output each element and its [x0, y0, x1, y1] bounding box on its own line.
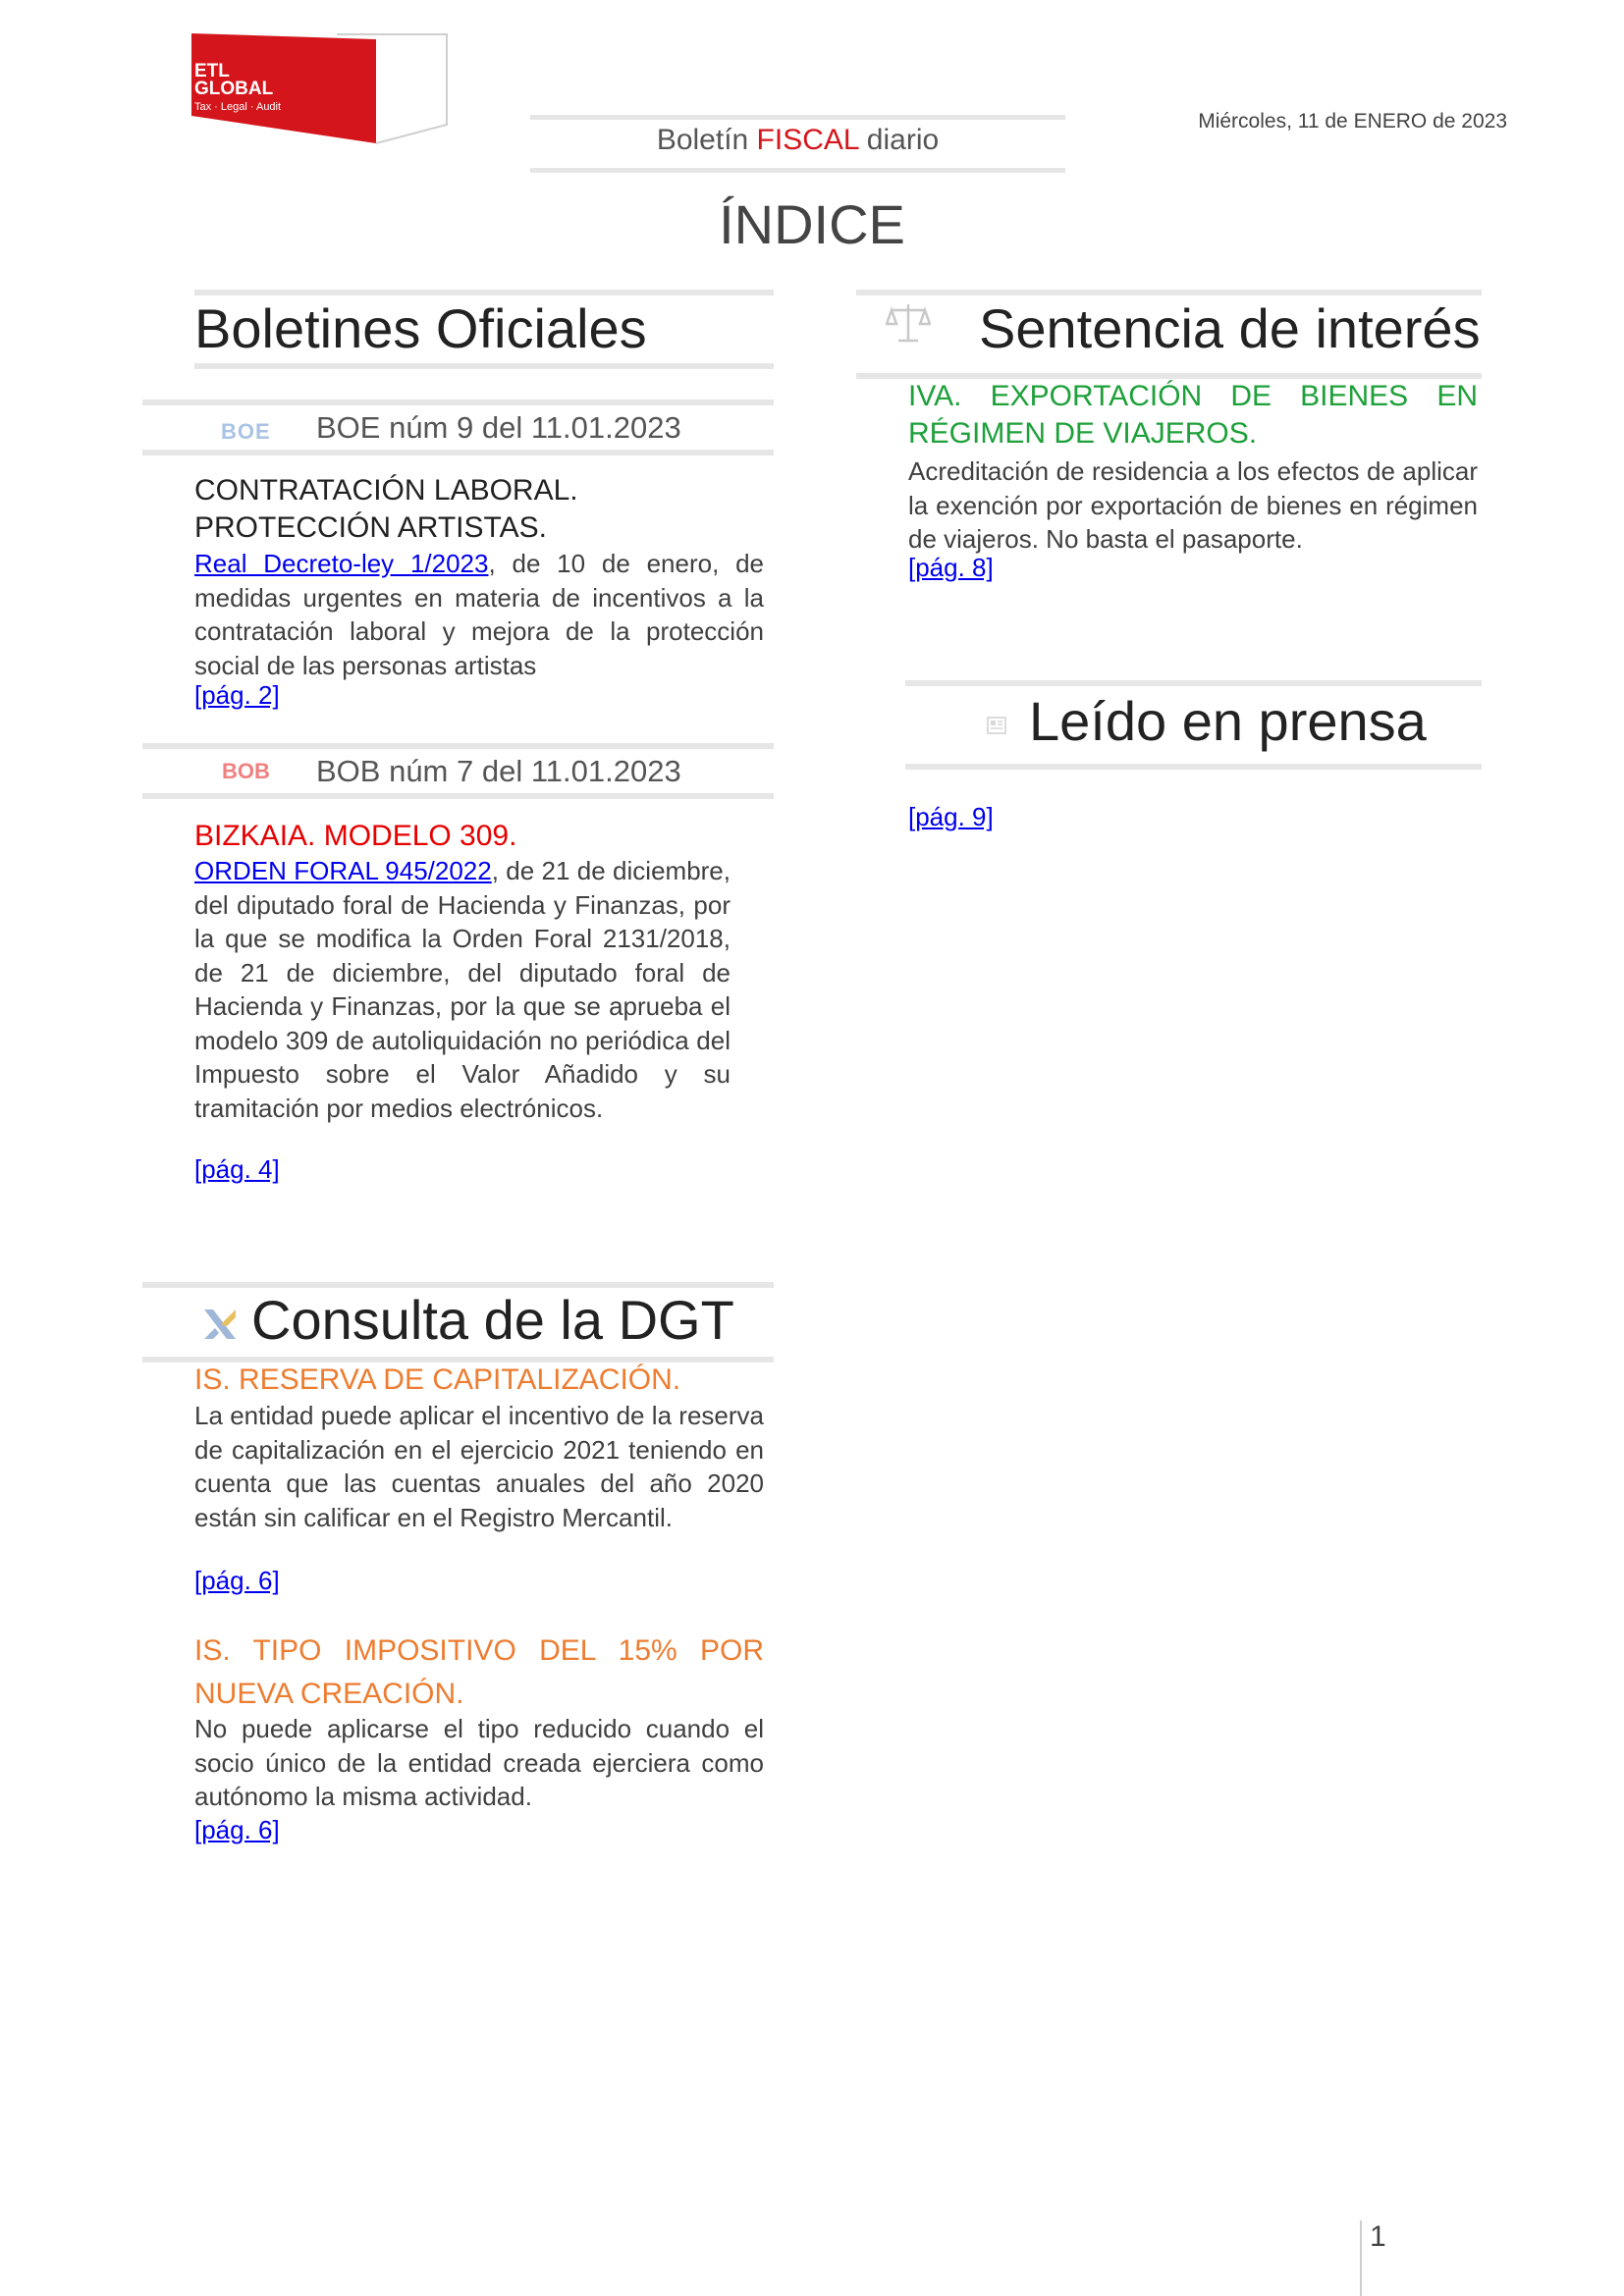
- section-title-prensa: Leído en prensa: [1029, 690, 1427, 752]
- bob-item-text: [194, 854, 731, 1125]
- boe-item-heading: [194, 472, 774, 547]
- sentencia-bar-top: [856, 290, 1482, 295]
- tax-agency-icon: [201, 1308, 239, 1341]
- boe-decree-link[interactable]: Real Decreto-ley 1/2023: [194, 549, 489, 578]
- header-bar-bottom: [530, 168, 1065, 173]
- boe-bar-top: [142, 400, 774, 405]
- bulletin-prefix: Boletín: [656, 124, 757, 156]
- logo-line-1: ETL: [194, 61, 230, 81]
- consulta-item-1-heading: IS. RESERVA DE CAPITALIZACIÓN.: [194, 1363, 681, 1396]
- bulletin-accent: FISCAL: [756, 124, 859, 156]
- sentencia-item-heading: IVA. EXPORTACIÓN DE BIENES EN RÉGIMEN DE VIAJEROS.: [908, 380, 1478, 450]
- boe-heading-line-1: CONTRATACIÓN LABORAL.: [194, 474, 578, 507]
- sentencia-item-text: Acreditación de residencia a los efectos de aplicar la exención por exportación de bienes en régimen de viajeros. No basta el pasaporte.: [908, 456, 1478, 554]
- page-number-rule: [1360, 2220, 1362, 2296]
- prensa-bar-bottom: [905, 764, 1482, 770]
- boe-page-link[interactable]: [pág. 2]: [194, 680, 280, 710]
- consulta-item-1-text: La entidad puede aplicar el incentivo de la reserva de capitalización en el ejercicio 2021 teniendo en cuenta que las cuentas anuales del año 2020 están sin calificar en el Registro Mercantil.: [194, 1401, 764, 1532]
- boe-label: BOE núm 9 del 11.01.2023: [316, 410, 681, 445]
- section-title-sentencia: Sentencia de interés: [979, 297, 1481, 359]
- bob-item-heading: BIZKAIA. MODELO 309.: [194, 820, 517, 852]
- date-line: Miércoles, 11 de ENERO de 2023: [1198, 110, 1507, 133]
- index-title: ÍNDICE: [719, 193, 905, 255]
- consulta-item-2-page-link[interactable]: [pág. 6]: [194, 1815, 280, 1844]
- boletines-bar-top: [194, 290, 774, 295]
- scales-icon: [886, 300, 931, 346]
- boe-text: , de 10 de enero, de medidas urgentes en materia de incentivos a la contratación laboral y mejora de la protección social de las personas artistas: [194, 549, 764, 680]
- bob-icon: BOB: [222, 759, 270, 783]
- logo-text: [194, 63, 281, 116]
- boe-bar-bottom: [142, 450, 774, 455]
- bob-bar-bottom: [142, 793, 774, 799]
- boe-item-text: [194, 547, 764, 682]
- boletines-bar-bottom: [194, 363, 774, 369]
- prensa-page-link[interactable]: [pág. 9]: [908, 802, 994, 831]
- bob-bar-top: [142, 743, 774, 749]
- bulletin-suffix: diario: [858, 124, 940, 156]
- page-number: 1: [1370, 2220, 1386, 2253]
- header-bar-top: [530, 115, 1065, 120]
- bob-text: , de 21 de diciembre, del diputado foral de Hacienda y Finanzas, por la que se modifica la Orden Foral 2131/2018, de 21 de diciembre, del diputado foral de Hacienda y Finanzas, por la que se aprueba el modelo 309 de autoliquidación no periódica del Impuesto sobre el Valor Añadido y su tramitación por medios electrónicos.: [194, 856, 731, 1123]
- section-title-boletines: Boletines Oficiales: [194, 297, 647, 359]
- consulta-item-2-heading: IS. TIPO IMPOSITIVO DEL 15% POR NUEVA CREACIÓN.: [194, 1634, 764, 1710]
- bob-order-link[interactable]: ORDEN FORAL 945/2022: [194, 856, 492, 885]
- newspaper-icon: [986, 715, 1007, 736]
- consulta-item-2-text: No puede aplicarse el tipo reducido cuando el socio único de la entidad creada ejerciera como autónomo la misma actividad.: [194, 1714, 764, 1811]
- bob-page-link[interactable]: [pág. 4]: [194, 1154, 280, 1184]
- boe-icon: BOE: [221, 419, 271, 444]
- consulta-item-1-page-link[interactable]: [pág. 6]: [194, 1566, 280, 1595]
- boe-heading-line-2: PROTECCIÓN ARTISTAS.: [194, 511, 547, 544]
- logo-line-2: GLOBAL: [194, 79, 274, 99]
- bob-label: BOB núm 7 del 11.01.2023: [316, 754, 681, 788]
- logo-line-3: Tax · Legal · Audit: [194, 101, 282, 113]
- sentencia-page-link[interactable]: [pág. 8]: [908, 553, 994, 582]
- bulletin-title: [530, 124, 1065, 157]
- section-title-consulta: Consulta de la DGT: [251, 1289, 734, 1351]
- prensa-bar-top: [905, 680, 1482, 686]
